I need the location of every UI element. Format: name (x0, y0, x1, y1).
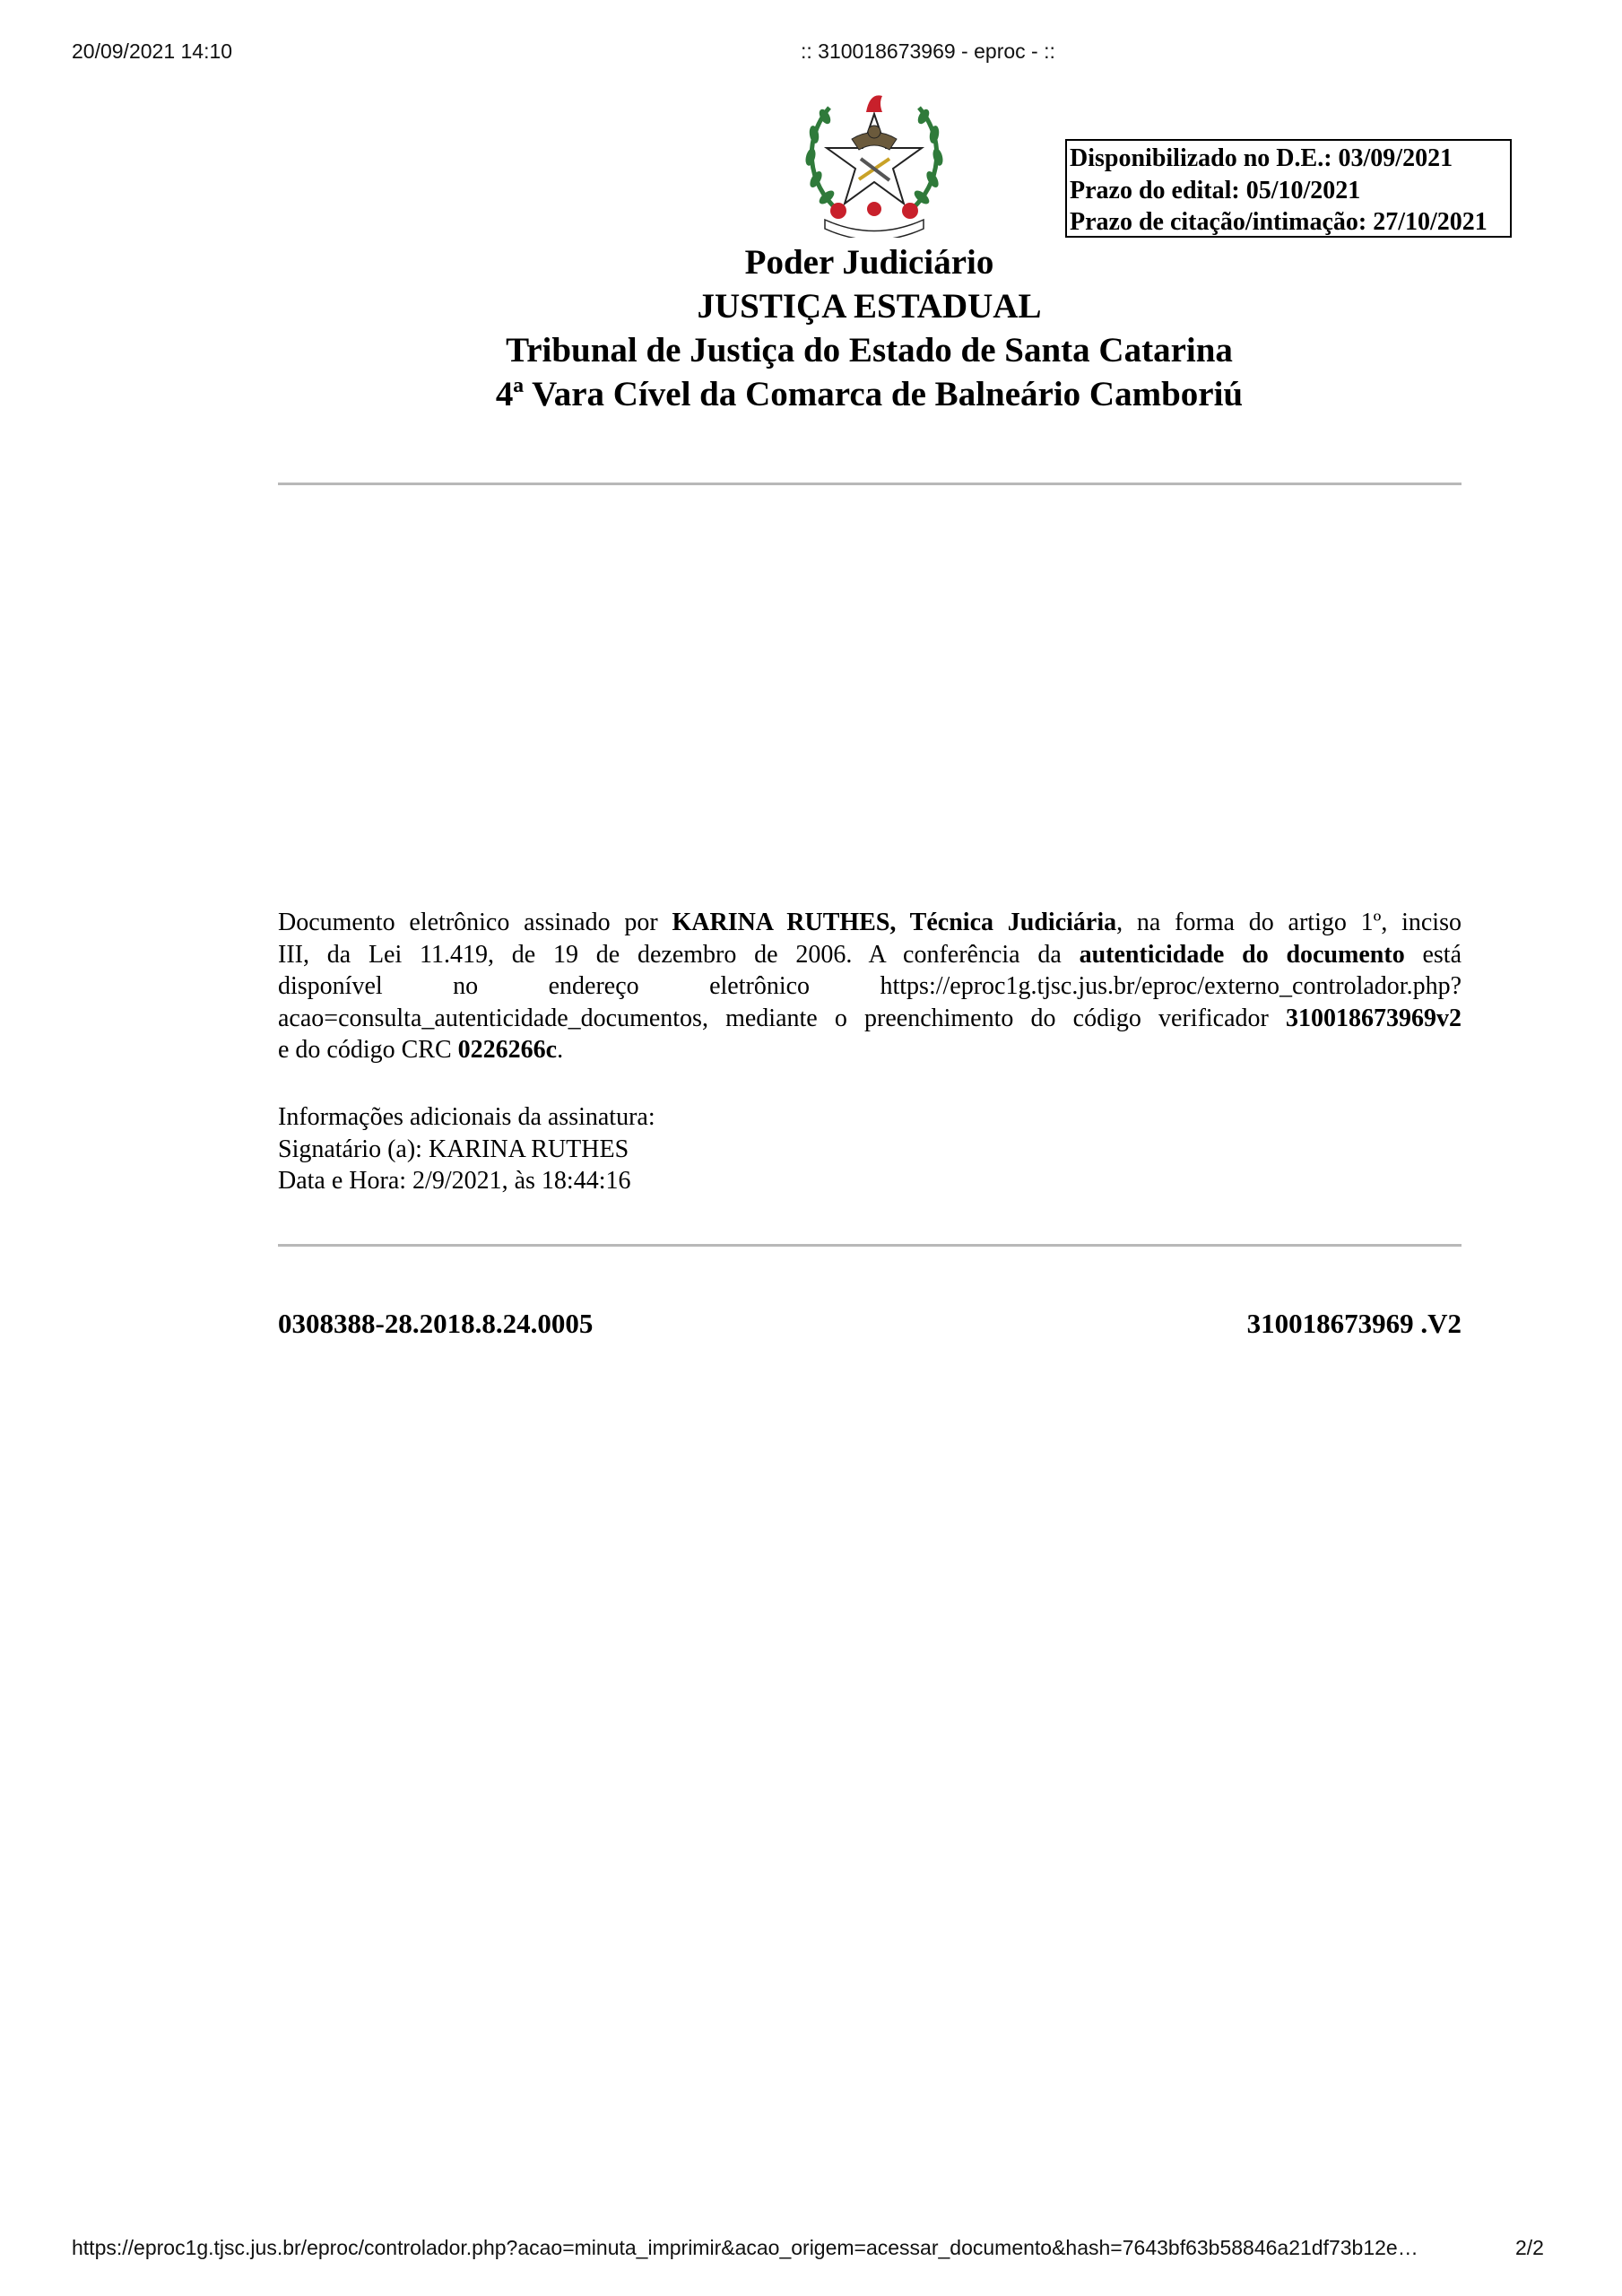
court-header (0, 240, 1622, 416)
print-page-number: 2/2 (1515, 2236, 1544, 2259)
process-number: 0308388-28.2018.8.24.0005 (278, 1308, 594, 1339)
signature-text: e do código CRC (278, 1036, 458, 1064)
deadline-edital-date: Prazo do edital: 05/10/2021 (1070, 176, 1361, 204)
deadline-published-date: Disponibilizado no D.E.: 03/09/2021 (1070, 144, 1453, 172)
signer-name-role: KARINA RUTHES, Técnica Judiciária (672, 909, 1117, 936)
print-datetime: 20/09/2021 14:10 (72, 39, 233, 63)
authenticity-label: autenticidade do documento (1079, 940, 1405, 969)
signature-paragraph (278, 907, 1462, 1066)
print-footer-url: https://eproc1g.tjsc.jus.br/eproc/controlador.php?acao=minuta_imprimir&acao_origem=acessar_documento&hash=7643bf63b58846a21df73b12e… (72, 2236, 1418, 2259)
top-divider (278, 483, 1462, 485)
verification-code: 310018673969v2 (1286, 1004, 1462, 1032)
document-code: 310018673969 .V2 (1246, 1308, 1462, 1339)
additional-info-title: Informações adicionais da assinatura: (278, 1103, 655, 1131)
signature-line-3: disponível no endereço eletrônico https://eproc1g.tjsc.jus.br/eproc/externo_controlador.php? (278, 972, 1462, 1000)
deadline-info-box (1065, 139, 1512, 238)
coat-of-arms-emblem (789, 76, 959, 238)
signature-text: está (1404, 940, 1462, 969)
signature-datetime: Data e Hora: 2/9/2021, às 18:44:16 (278, 1167, 631, 1195)
signature-text: . (557, 1036, 564, 1064)
signature-text: , na forma do artigo 1º, inciso (1116, 909, 1462, 936)
court-header-line-1: Poder Judiciário (744, 243, 994, 282)
print-page-title: :: 310018673969 - eproc - :: (801, 39, 1055, 63)
signature-line-5 (278, 1034, 1462, 1066)
court-header-line-4: 4ª Vara Cível da Comarca de Balneário Camboriú (495, 375, 1244, 413)
signature-text: Documento eletrônico assinado por (278, 909, 672, 936)
deadline-citation-date: Prazo de citação/intimação: 27/10/2021 (1070, 208, 1488, 236)
signature-text: acao=consulta_autenticidade_documentos, mediante o preenchimento do código verificador (278, 1004, 1286, 1032)
court-header-line-2: JUSTIÇA ESTADUAL (697, 287, 1042, 326)
crc-code: 0226266c (457, 1036, 558, 1064)
signature-text: III, da Lei 11.419, de 19 de dezembro de 2006. A conferência da (278, 940, 1080, 969)
additional-signature-info (278, 1101, 655, 1197)
bottom-divider (278, 1244, 1462, 1247)
signature-line-2 (278, 939, 1462, 971)
signer-info: Signatário (a): KARINA RUTHES (278, 1135, 629, 1163)
signature-line-4 (278, 1003, 1462, 1035)
signature-line-1 (278, 907, 1462, 939)
court-header-line-3: Tribunal de Justiça do Estado de Santa Catarina (506, 331, 1233, 370)
